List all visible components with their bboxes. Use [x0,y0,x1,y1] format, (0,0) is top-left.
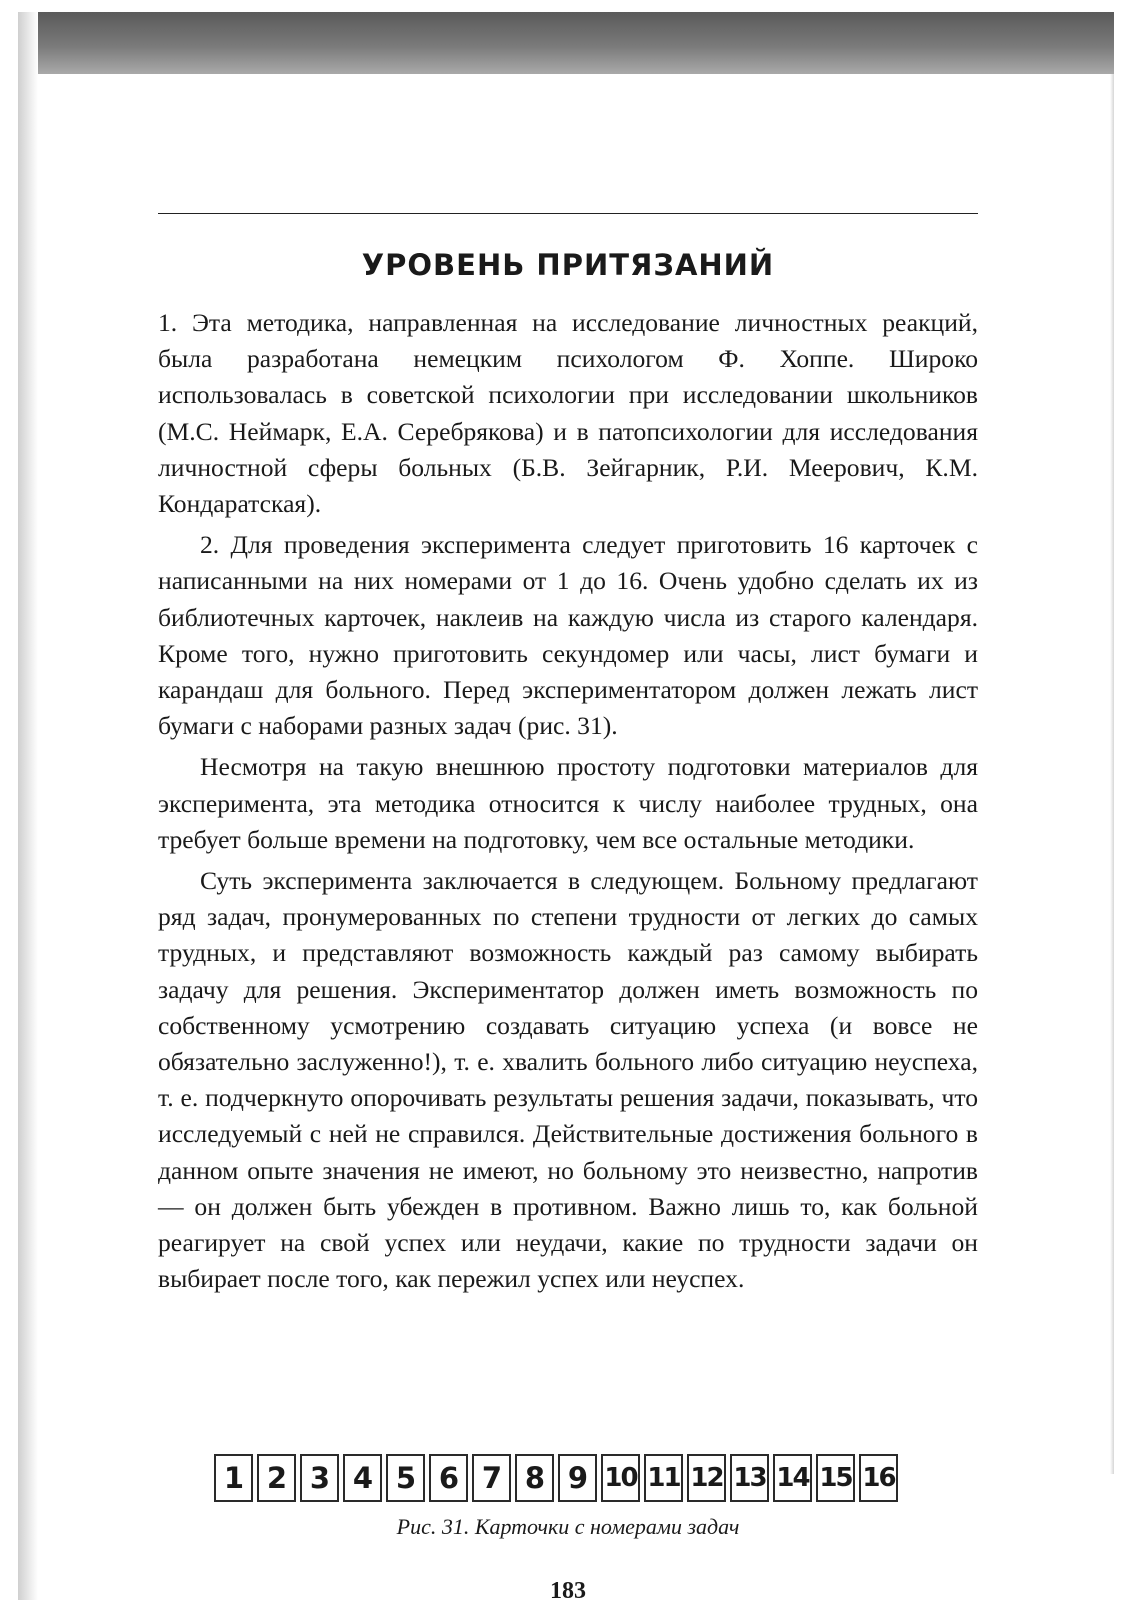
paragraph-1: 1. Эта методика, направленная на исследование личностных реакций, была разработана немецким психологом Ф. Хоппе. Широко использовалась в советской психологии при исследовании школьников (М.С. Неймарк, Е.А. Серебрякова) и в патопсихологии для исследования личностной сферы больных (Б.В. Зейгарник, Р.И. Меерович, К.М. Кондаратская). [158,308,978,519]
scan-edge-left [18,12,38,1600]
header-rule [158,213,978,214]
task-card: 6 [429,1454,468,1502]
paragraph-4: Суть эксперимента заключается в следующем. Больному предлагают ряд задач, пронумерованных по степени трудности от легких до самых трудных, и представляют возможность каждый раз самому выбирать задачу для решения. Экспериментатор должен иметь возможность по собственному усмотрению создавать ситуацию успеха (и вовсе не обязательно заслуженно!), т. е. хвалить больного либо ситуацию неуспеха, т. е. подчеркнуто опорочивать результаты решения задачи, показывать, что исследуемый с ней не справился. Действительные достижения больного в данном опыте значения не имеют, но больному это неизвестно, напротив — он должен быть убежден в противном. Важно лишь то, как больной реагирует на свой успех или неудачи, какие по трудности задачи он выбирает после того, как пережил успех или неуспех. [158,866,978,1294]
task-card: 7 [472,1454,511,1502]
task-card: 14 [773,1454,812,1502]
task-card: 12 [687,1454,726,1502]
task-card: 1 [214,1454,253,1502]
task-card: 5 [386,1454,425,1502]
page-number: 183 [550,1578,586,1604]
figure-caption: Рис. 31. Карточки с номерами задач [396,1514,740,1539]
task-card: 13 [730,1454,769,1502]
task-cards-figure [214,1454,898,1504]
task-card: 4 [343,1454,382,1502]
task-card: 3 [300,1454,339,1502]
task-card: 11 [644,1454,683,1502]
task-card: 2 [257,1454,296,1502]
task-card: 10 [601,1454,640,1502]
task-card: 8 [515,1454,554,1502]
scan-shadow-top [18,12,1114,74]
body-text [158,305,978,1297]
task-card: 16 [859,1454,898,1502]
paragraph-2: 2. Для проведения эксперимента следует приготовить 16 карточек с написанными на них номерами от 1 до 16. Очень удобно сделать их из библиотечных карточек, наклеив на каждую числа из старого календаря. Кроме того, нужно приготовить секундомер или часы, лист бумаги и карандаш для больного. Перед экспериментатором должен лежать лист бумаги с наборами разных задач (рис. 31). [158,530,978,741]
paragraph-3: Несмотря на такую внешнюю простоту подготовки материалов для эксперимента, эта методика относится к числу наиболее трудных, она требует больше времени на подготовку, чем все остальные методики. [158,752,978,854]
task-card: 15 [816,1454,855,1502]
task-card: 9 [558,1454,597,1502]
page-title: УРОВЕНЬ ПРИТЯЗАНИЙ [361,248,775,282]
scan-edge-right [1110,74,1114,1474]
